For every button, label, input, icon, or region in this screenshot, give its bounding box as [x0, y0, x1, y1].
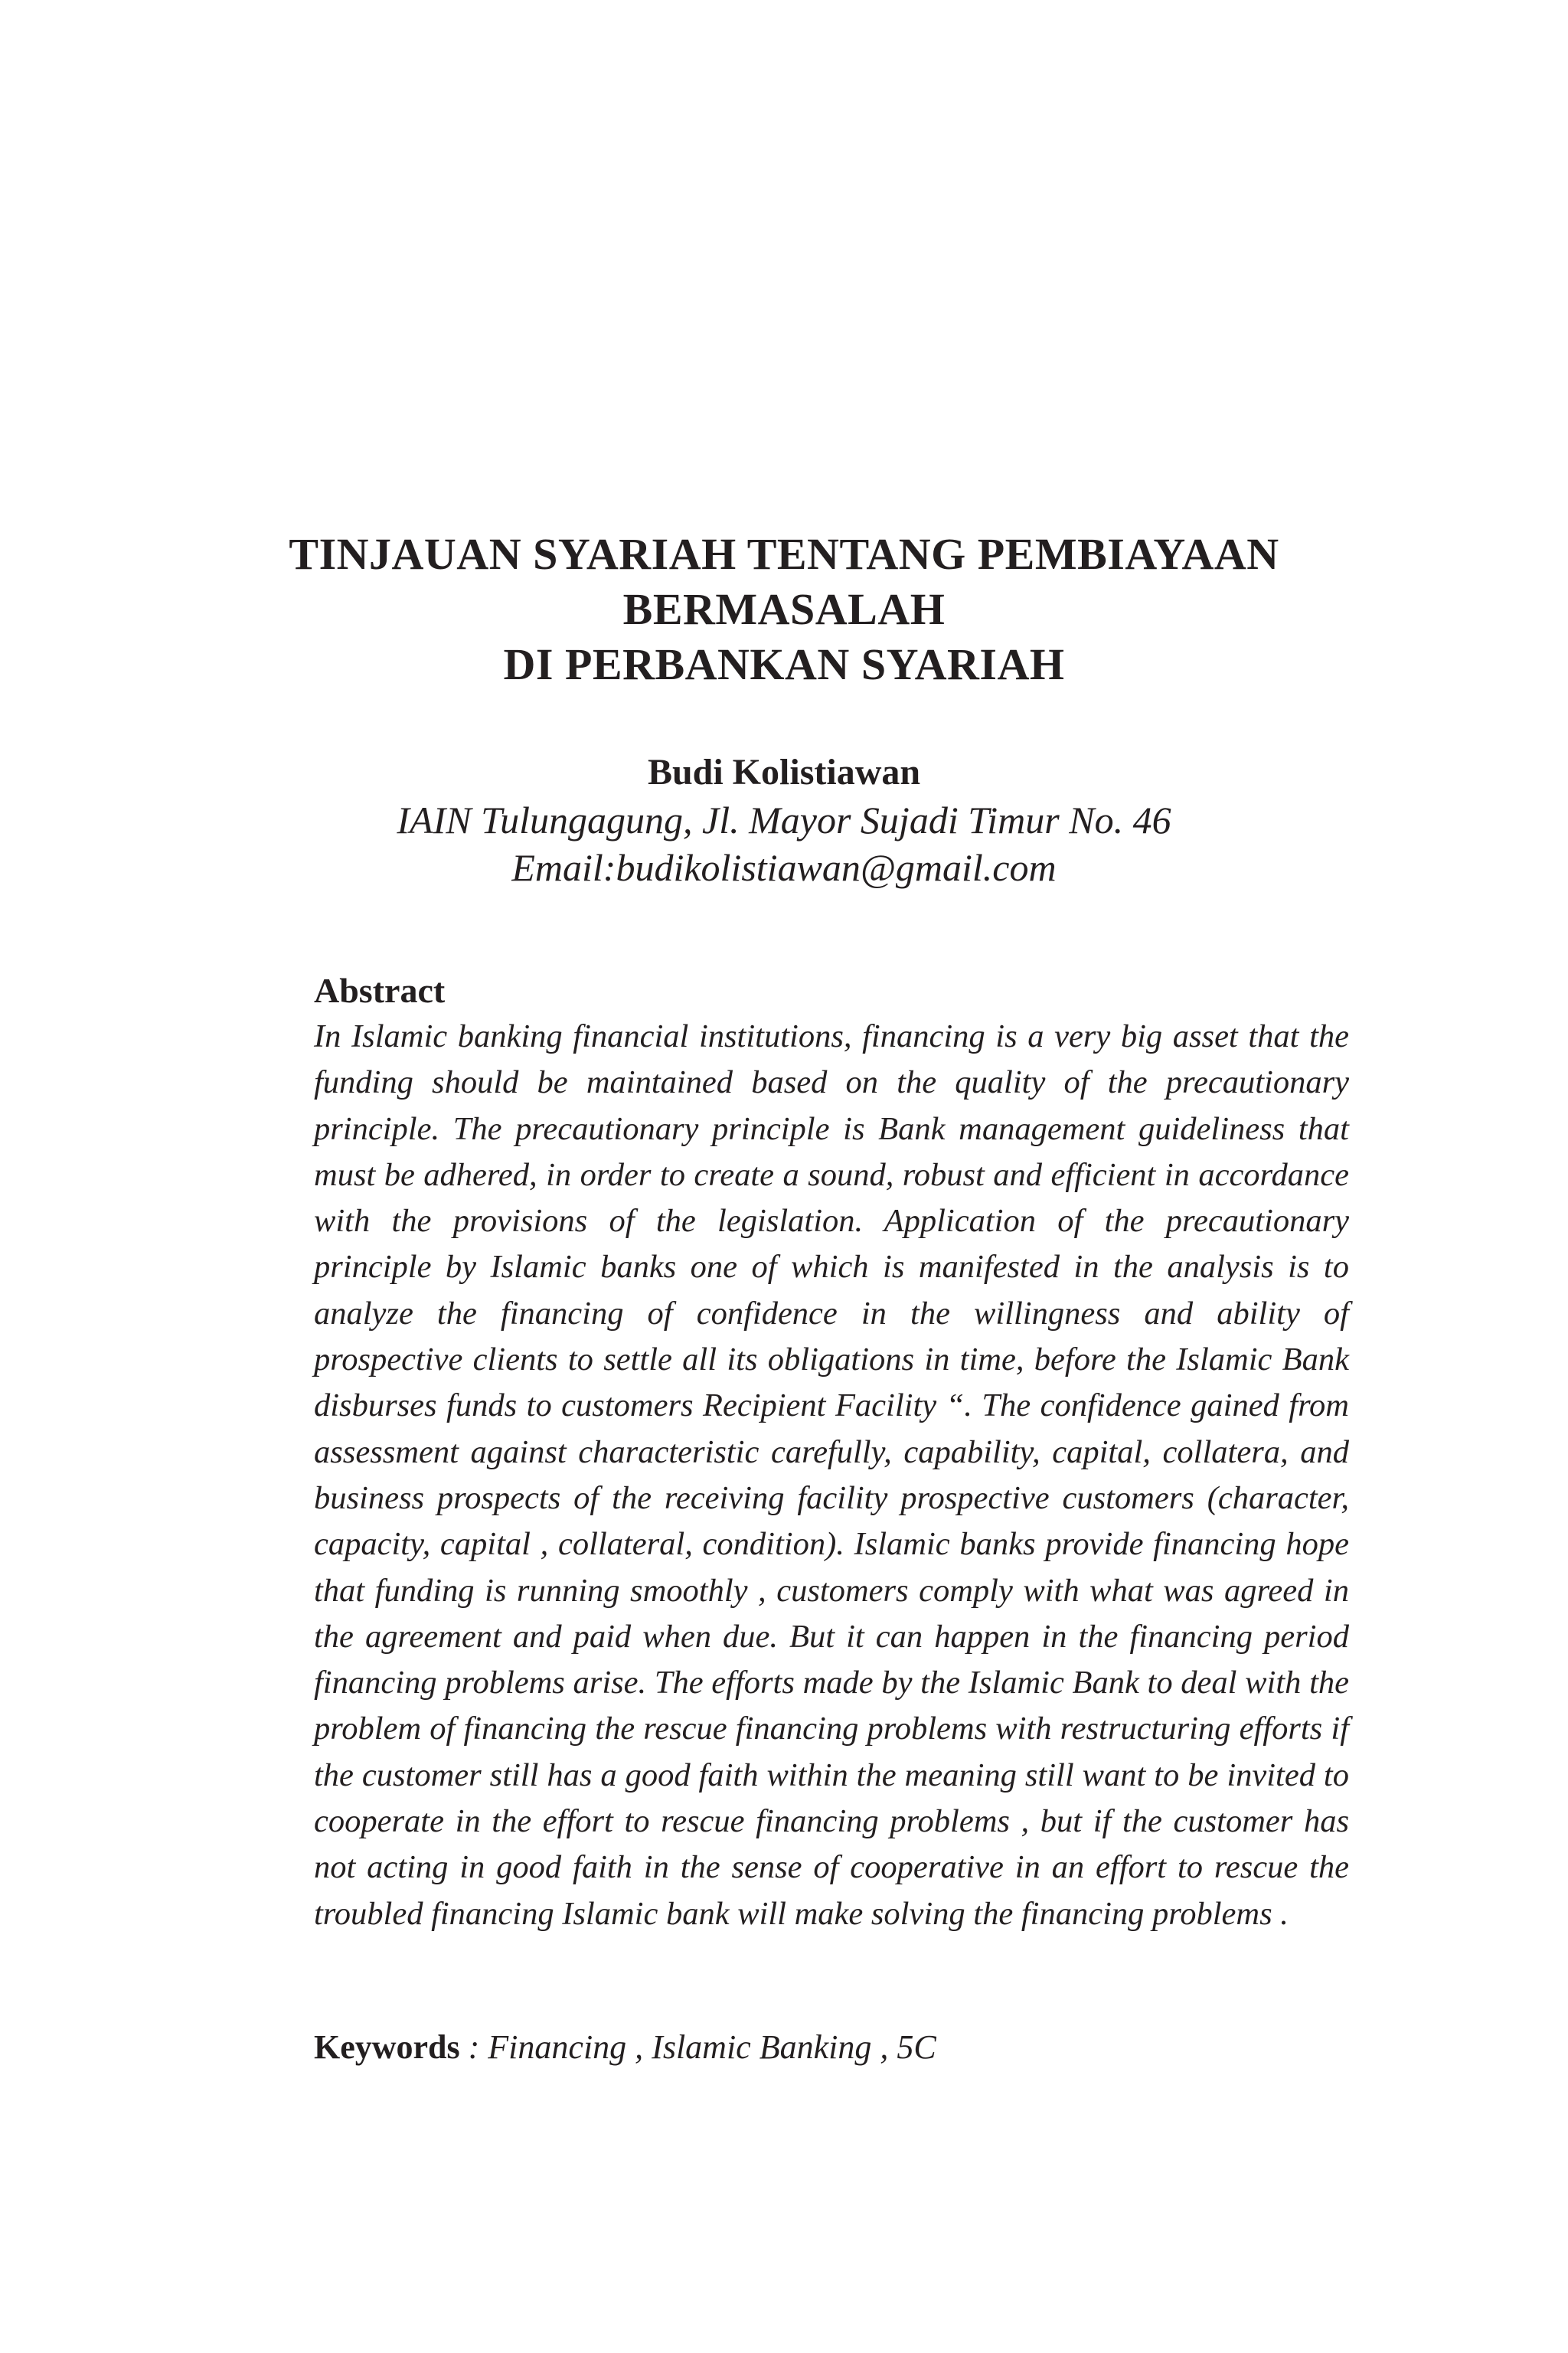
author-affiliation: IAIN Tulungagung, Jl. Mayor Sujadi Timur No. 46 — [397, 799, 1171, 842]
paper-title — [153, 527, 1415, 692]
title-line-3: DI PERBANKAN SYARIAH — [503, 639, 1065, 689]
author-name: Budi Kolistiawan — [647, 752, 921, 793]
author-info — [153, 749, 1415, 891]
abstract-section — [314, 968, 1349, 1937]
title-line-2: BERMASALAH — [622, 584, 946, 634]
keywords-line — [314, 2025, 1349, 2070]
title-line-1: TINJAUAN SYARIAH TENTANG PEMBIAYAAN — [289, 529, 1279, 579]
abstract-body: In Islamic banking financial institutions, financing is a very big asset that the funding should be maintained based on the quality of the precautionary principle. The precautionary principle is Bank management guideliness that must be adhered, in order to create a sound, robust and efficient in accordance with the provisions of the legislation. Application of the precautionary principle by Islamic banks one of which is manifested in the analysis is to analyze the financing of confidence in the willingness and ability of prospective clients to settle all its obligations in time, before the Islamic Bank disburses funds to customers Recipient Facility “. The confidence gained from assessment against characteristic carefully, capability, capital, collatera, and business prospects of the receiving facility prospective customers (character, capacity, capital , collateral, condition). Islamic banks provide financing hope that funding is running smoothly , customers comply with what was agreed in the agreement and paid when due. But it can happen in the financing period financing problems arise. The efforts made by the Islamic Bank to deal with the problem of financing the rescue financing problems with restructuring efforts if the customer still has a good faith within the meaning still want to be invited to cooperate in the effort to rescue financing problems , but if the customer has not acting in good faith in the sense of cooperative in an effort to rescue the troubled financing Islamic bank will make solving the financing problems . — [314, 1018, 1349, 1932]
abstract-heading: Abstract — [314, 971, 446, 1010]
keywords-label: Keywords — [314, 2028, 460, 2066]
author-email: Email:budikolistiawan@gmail.com — [511, 846, 1057, 889]
keywords-values: : Financing , Islamic Banking , 5C — [459, 2028, 936, 2066]
